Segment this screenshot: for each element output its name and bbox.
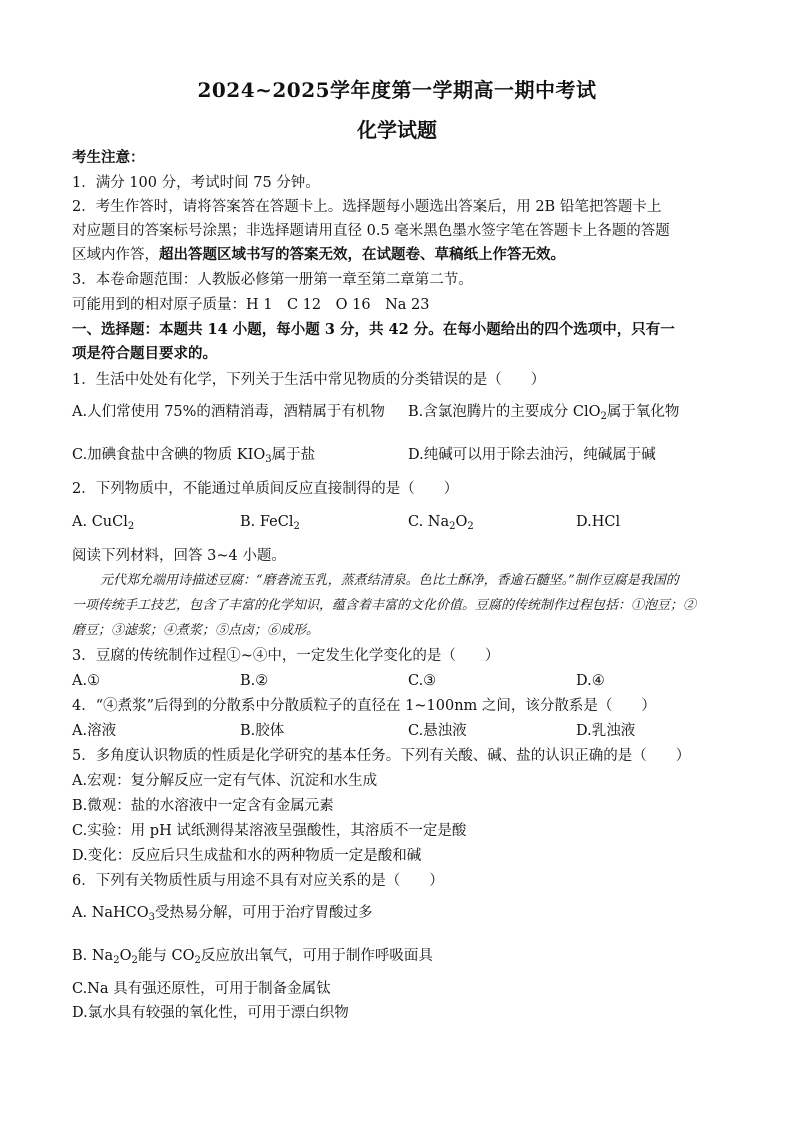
q2-option-d: D.HCl (576, 514, 621, 530)
q1-option-a: A.人们常使用 75%的酒精消毒，酒精属于有机物 (72, 404, 385, 420)
q6-b-text-end: 反应放出氧气，可用于制作呼吸面具 (200, 948, 433, 964)
exam-subtitle: 化学试题 (357, 118, 437, 142)
q2-stem: 2．下列物质中，不能通过单质间反应直接制得的是（ ） (72, 481, 459, 497)
q3-option-d: D.④ (576, 673, 605, 689)
q6-stem: 6．下列有关物质性质与用途不具有对应关系的是（ ） (72, 873, 444, 889)
q1-option-b (408, 402, 679, 422)
q2-a-sub: 2 (127, 521, 135, 532)
q1-stem: 1．生活中处处有化学，下列关于生活中常见物质的分类错误的是（ ） (72, 372, 546, 388)
q2-option-b (240, 512, 300, 532)
q4-option-a: A.溶液 (72, 723, 117, 739)
q6-a-sub: 3 (148, 912, 156, 923)
notice-item-2-line-3 (72, 245, 732, 265)
q6-option-a (72, 903, 732, 923)
q6-b-sub-2: 2 (131, 955, 138, 966)
notice-item-1: 1．满分 100 分，考试时间 75 分钟。 (72, 175, 320, 191)
notice-normal-text: 区域内作答， (72, 247, 159, 263)
q1-c-sub: 3 (265, 454, 272, 465)
q5-stem: 5．多角度认识物质的性质是化学研究的基本任务。下列有关酸、碱、盐的认识正确的是（ ） (72, 748, 691, 764)
q1-b-text: B.含氯泡腾片的主要成分 ClO (408, 404, 601, 420)
q6-b-text-2: O (119, 948, 132, 964)
q2-c-sub-1: 2 (449, 521, 456, 532)
q6-b-sub-3: 2 (194, 955, 201, 966)
q2-c-text-mid: O (455, 514, 468, 530)
q1-option-d: D.纯碱可以用于除去油污，纯碱属于碱 (408, 447, 656, 463)
q6-option-c: C.Na 具有强还原性，可用于制备金属钛 (72, 981, 331, 997)
q6-b-text-3: 能与 CO (137, 948, 195, 964)
q4-option-c: C.悬浊液 (408, 723, 467, 739)
q1-c-text-end: 属于盐 (271, 447, 316, 463)
q5-option-b: B.微观：盐的水溶液中一定含有金属元素 (72, 798, 334, 814)
material-line-3: 磨豆；③滤浆；④煮浆；⑤点卤；⑥成形。 (72, 623, 320, 638)
exam-title: 2024~2025学年度第一学期高一期中考试 (197, 78, 597, 102)
material-line-2: 一项传统手工技艺，包含了丰富的化学知识，蕴含着丰富的文化价值。豆腐的传统制作过程包括：①泡豆；② (72, 598, 697, 613)
q4-stem: 4．“④煮浆”后得到的分散系中分散质粒子的直径在 1~100nm 之间，该分散系是（ ） (72, 698, 656, 714)
q2-c-text: C. Na (408, 514, 450, 530)
q4-option-d: D.乳浊液 (576, 723, 636, 739)
q6-b-text: B. Na (72, 948, 114, 964)
q3-option-b: B.② (240, 673, 269, 689)
notice-item-2-line-1: 2．考生作答时，请将答案答在答题卡上。选择题每小题选出答案后，用 2B 铅笔把答题卡上 (72, 199, 662, 215)
material-line-1: 元代郑允端用诗描述豆腐：“磨砻流玉乳，蒸煮结清泉。色比土酥净，香逾石髓坚。”制作豆腐是我国的 (100, 573, 679, 588)
q2-b-sub: 2 (293, 521, 300, 532)
section-1-heading-line-2: 项是符合题目要求的。 (72, 345, 217, 362)
q3-option-c: C.③ (408, 673, 437, 689)
material-intro: 阅读下列材料，回答 3~4 小题。 (72, 548, 286, 564)
q1-option-c (72, 445, 315, 465)
section-1-heading-line-1: 一、选择题：本题共 14 小题，每小题 3 分，共 42 分。在每小题给出的四个选项中，只有一 (72, 321, 675, 338)
q5-option-d: D.变化：反应后只生成盐和水的两种物质一定是酸和碱 (72, 848, 422, 864)
atomic-masses: 可能用到的相对原子质量：H 1 C 12 O 16 Na 23 (72, 297, 430, 313)
notice-heading: 考生注意： (72, 149, 145, 166)
notice-bold-warning: 超出答题区域书写的答案无效，在试题卷、草稿纸上作答无效。 (159, 246, 565, 263)
q5-option-c: C.实验：用 pH 试纸测得某溶液呈强酸性，其溶质不一定是酸 (72, 823, 467, 839)
notice-item-2-line-2: 对应题目的答案标号涂黑；非选择题请用直径 0.5 毫米黑色墨水签字笔在答题卡上各题的答题 (72, 223, 670, 239)
q4-option-b: B.胶体 (240, 723, 285, 739)
q6-a-text-end: 受热易分解，可用于治疗胃酸过多 (155, 905, 373, 921)
q5-option-a: A.宏观：复分解反应一定有气体、沉淀和水生成 (72, 773, 378, 789)
q3-stem: 3．豆腐的传统制作过程①~④中，一定发生化学变化的是（ ） (72, 648, 500, 664)
q2-option-c (408, 512, 474, 532)
q2-b-text: B. FeCl (240, 514, 294, 530)
q2-c-sub-2: 2 (467, 521, 474, 532)
q6-b-sub-1: 2 (113, 955, 120, 966)
q6-option-b (72, 946, 732, 966)
q1-b-text-end: 属于氧化物 (606, 404, 680, 420)
q6-option-d: D.氯水具有较强的氧化性，可用于漂白织物 (72, 1005, 349, 1021)
q6-a-text: A. NaHCO (72, 905, 149, 921)
q2-option-a (72, 512, 134, 532)
notice-item-3: 3．本卷命题范围：人教版必修第一册第一章至第二章第二节。 (72, 272, 473, 288)
q2-a-text: A. CuCl (72, 514, 128, 530)
q3-option-a: A.① (72, 673, 101, 689)
q1-b-sub: 2 (600, 411, 607, 422)
q1-c-text: C.加碘食盐中含碘的物质 KIO (72, 447, 266, 463)
